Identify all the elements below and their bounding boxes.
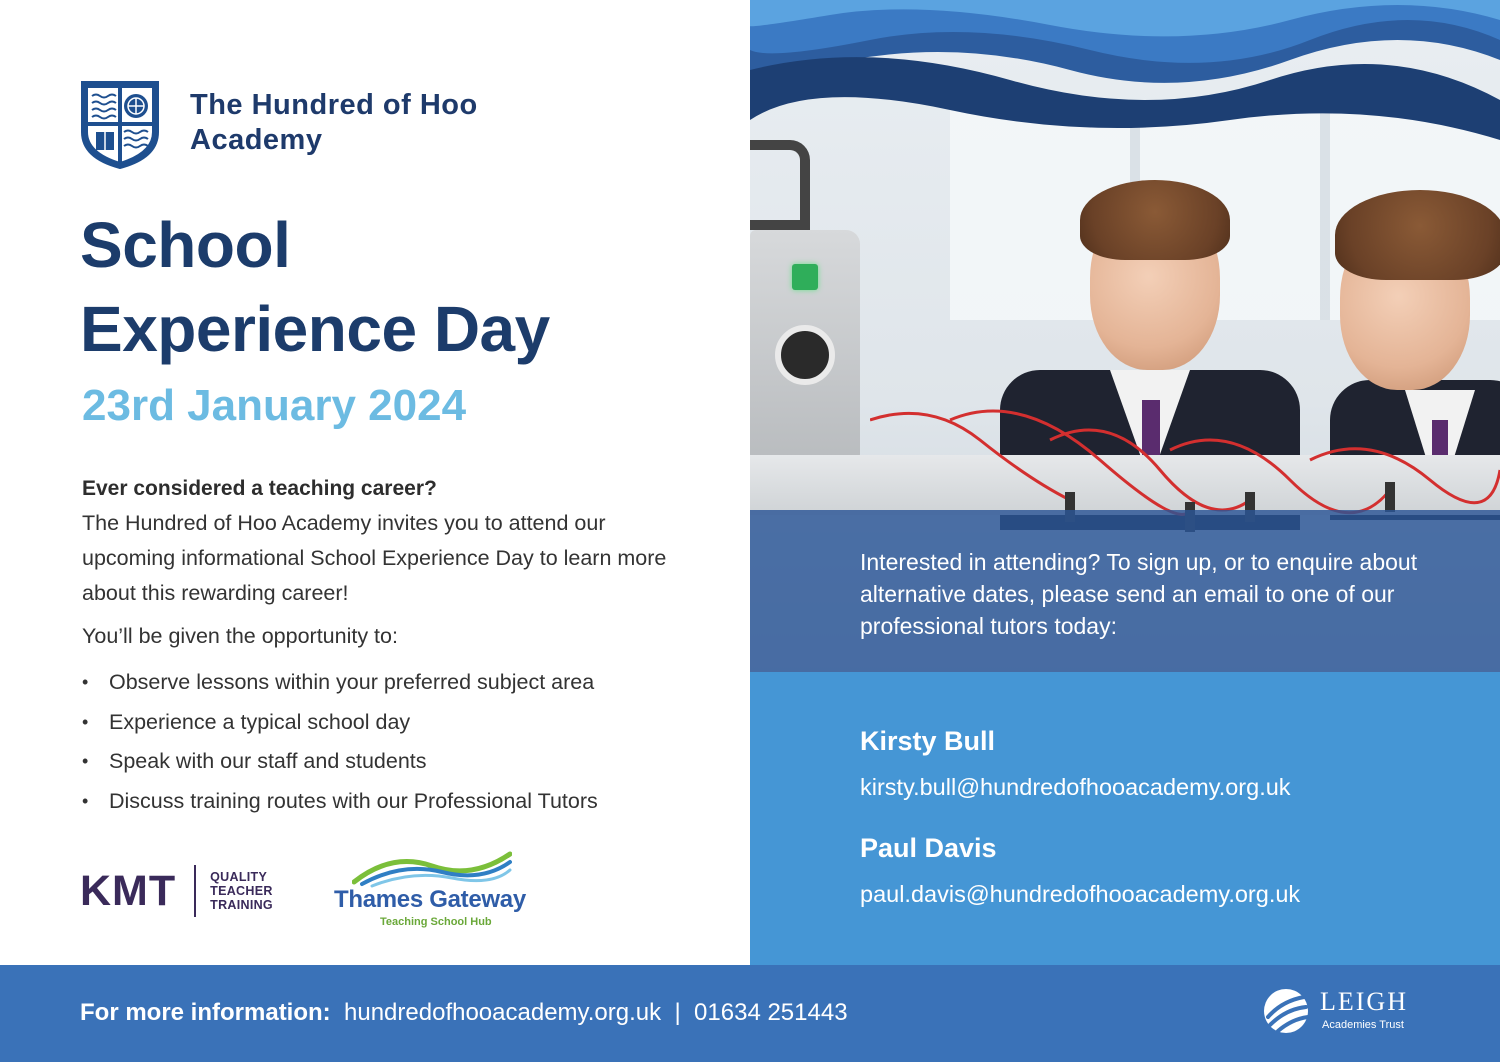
kmt-logo [80, 865, 273, 917]
academy-name [190, 88, 478, 158]
thames-swoosh-icon [352, 848, 512, 888]
footer-info [80, 997, 848, 1029]
student-right-hair [1335, 190, 1500, 280]
wave-banner [750, 0, 1500, 140]
intro-paragraph: The Hundred of Hoo Academy invites you to attend our upcoming informational School Experience Day to learn more about this rewarding career! [82, 511, 667, 605]
left-panel [0, 0, 750, 965]
contact-email-link[interactable]: paul.davis@hundredofhooacademy.org.uk [860, 881, 1301, 907]
footer-separator: | [674, 999, 681, 1026]
kmt-tagline-line3: TRAINING [210, 898, 273, 912]
opportunity-list [82, 663, 598, 821]
device-handle [750, 140, 810, 230]
contact-name: Kirsty Bull [860, 726, 996, 756]
footer [0, 965, 1500, 1062]
event-title-line1: School [80, 209, 291, 281]
contact-email-link[interactable]: kirsty.bull@hundredofhooacademy.org.uk [860, 774, 1291, 800]
event-title-line2: Experience Day [80, 293, 550, 365]
list-item: • Observe lessons within your preferred subject area [82, 663, 598, 703]
list-item: • Speak with our staff and students [82, 742, 598, 782]
contact-name: Paul Davis [860, 833, 997, 863]
leigh-logo [1262, 987, 1422, 1047]
kmt-tagline-line1: QUALITY [210, 870, 268, 884]
leigh-logo-icon [1262, 987, 1310, 1035]
event-date: 23rd January 2024 [82, 381, 467, 430]
list-item: • Experience a typical school day [82, 703, 598, 743]
footer-website-link[interactable]: hundredofhooacademy.org.uk [344, 999, 662, 1026]
kmt-letters: KMT [80, 867, 177, 915]
event-title [80, 203, 550, 371]
kmt-divider [194, 865, 196, 917]
footer-phone[interactable]: 01634 251443 [694, 999, 848, 1026]
opportunity-text: You’ll be given the opportunity to: [82, 624, 398, 648]
intro-question: Ever considered a teaching career? [82, 477, 437, 500]
academy-name-line2: Academy [190, 124, 323, 156]
thames-subtitle: Teaching School Hub [380, 916, 492, 928]
academy-crest-icon [80, 80, 160, 170]
footer-label: For more information: [80, 999, 331, 1026]
kmt-tagline-line2: TEACHER [210, 884, 273, 898]
leigh-subtitle: Academies Trust [1322, 1019, 1404, 1031]
kmt-tagline [210, 870, 273, 912]
list-item: • Discuss training routes with our Professional Tutors [82, 782, 598, 822]
device-knob-icon [775, 325, 835, 385]
right-panel [750, 0, 1500, 965]
signup-text: Interested in attending? To sign up, or to enquire about alternative dates, please send an email to one of our professional tutors today: [860, 549, 1418, 639]
leigh-name: LEIGH [1320, 987, 1408, 1016]
thames-name: Thames Gateway [334, 886, 526, 913]
thames-gateway-logo [334, 848, 534, 932]
device-led-icon [792, 264, 818, 290]
student-left-hair [1080, 180, 1230, 260]
academy-name-line1: The Hundred of Hoo [190, 89, 478, 121]
